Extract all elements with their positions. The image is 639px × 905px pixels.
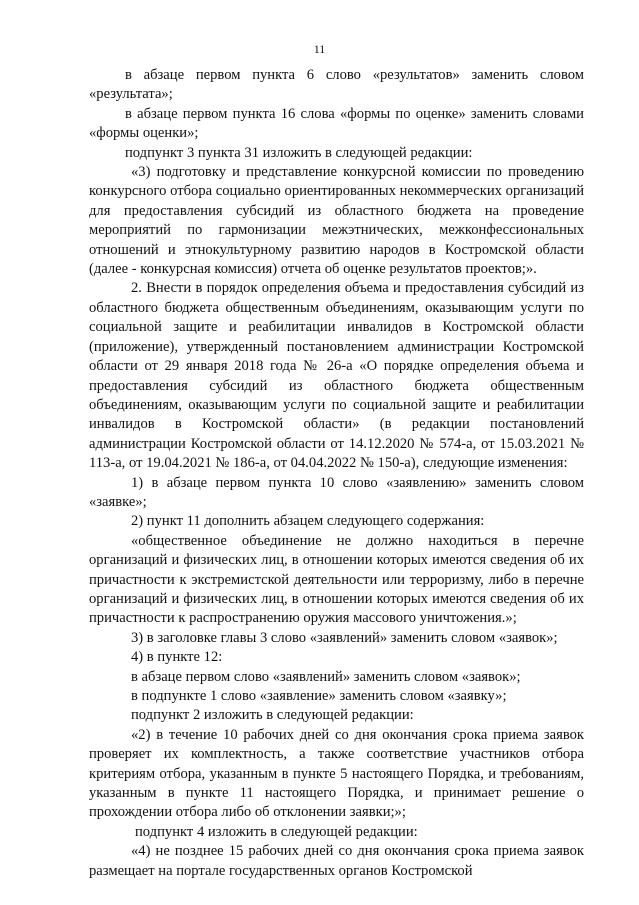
paragraph-3: подпункт 3 пункта 31 изложить в следующей редакции: — [125, 144, 473, 161]
paragraph-2: в абзаце первом пункта 16 слова «формы по оценке» заменить словами «формы оценки»; — [89, 105, 584, 142]
paragraph-1: в абзаце первом пункта 6 слово «результатов» заменить словом «результата»; — [89, 67, 584, 103]
paragraph-11: в абзаце первом слово «заявлений» заменить словом «заявок»; — [131, 668, 521, 685]
paragraph-4: «3) подготовку и представление конкурсной комиссии по проведению конкурсного отбора социально ориентированных некоммерческих организаций для предоставления субсидий из областного бюджета на проведение мероприятий по гармонизации межэтнических, межконфессиональных отношений и этнокультурному развитию народов в Костромской области (далее - конкурсная комиссия) отчета об оценке результатов проектов;». — [89, 164, 584, 278]
document-body — [89, 66, 584, 881]
page-number: 11 — [313, 42, 326, 56]
paragraph-16: «4) не позднее 15 рабочих дней со дня окончания срока приема заявок размещает на портале государственных органов Костромской — [89, 843, 584, 879]
paragraph-6: 1) в абзаце первом пункта 10 слово «заявлению» заменить словом «заявке»; — [89, 474, 584, 510]
paragraph-12: в подпункте 1 слово «заявление» заменить словом «заявку»; — [131, 688, 507, 704]
paragraph-13: подпункт 2 изложить в следующей редакции: — [131, 707, 414, 724]
paragraph-9: 3) в заголовке главы 3 слово «заявлений» заменить словом «заявок»; — [131, 629, 558, 646]
paragraph-8: «общественное объединение не должно находиться в перечне организаций и физических лиц, в отношении которых имеются сведения об их причастности к экстремистской деятельности или терроризму, либо в перечне организаций и физических лиц, в отношении которых имеются сведения об их причастности к распространению оружия массового уничтожения.»; — [89, 532, 584, 627]
paragraph-14: «2) в течение 10 рабочих дней со дня окончания срока приема заявок проверяет их комплектность, а также соответствие участников отбора критериям отбора, указанным в пункте 5 настоящего Порядка, и требованиям, указанным в пункте 11 настоящего Порядка, и принимает решение о прохождении отбора либо об отклонении заявки;»; — [89, 726, 584, 821]
paragraph-15: подпункт 4 изложить в следующей редакции: — [135, 823, 418, 840]
paragraph-5: 2. Внести в порядок определения объема и предоставления субсидий из областного бюджета общественным объединениям, оказывающим услуги по социальной защите и реабилитации инвалидов в Костромской области (приложение), утвержденный постановлением администрации Костромской области от 29 января 2018 года № 26-а «О порядке определения объема и предоставления субсидий из областного бюджета общественным объединениям, оказывающим услуги по социальной защите и реабилитации инвалидов в Костромской области» (в редакции постановлений администрации Костромской области от 14.12.2020 № 574-а, от 15.03.2021 № 113-а, от 19.04.2021 № 186-а, от 04.04.2022 № 150-а), следующие изменения: — [89, 280, 584, 472]
paragraph-10: 4) в пункте 12: — [131, 649, 223, 666]
paragraph-7: 2) пункт 11 дополнить абзацем следующего содержания: — [131, 513, 485, 530]
